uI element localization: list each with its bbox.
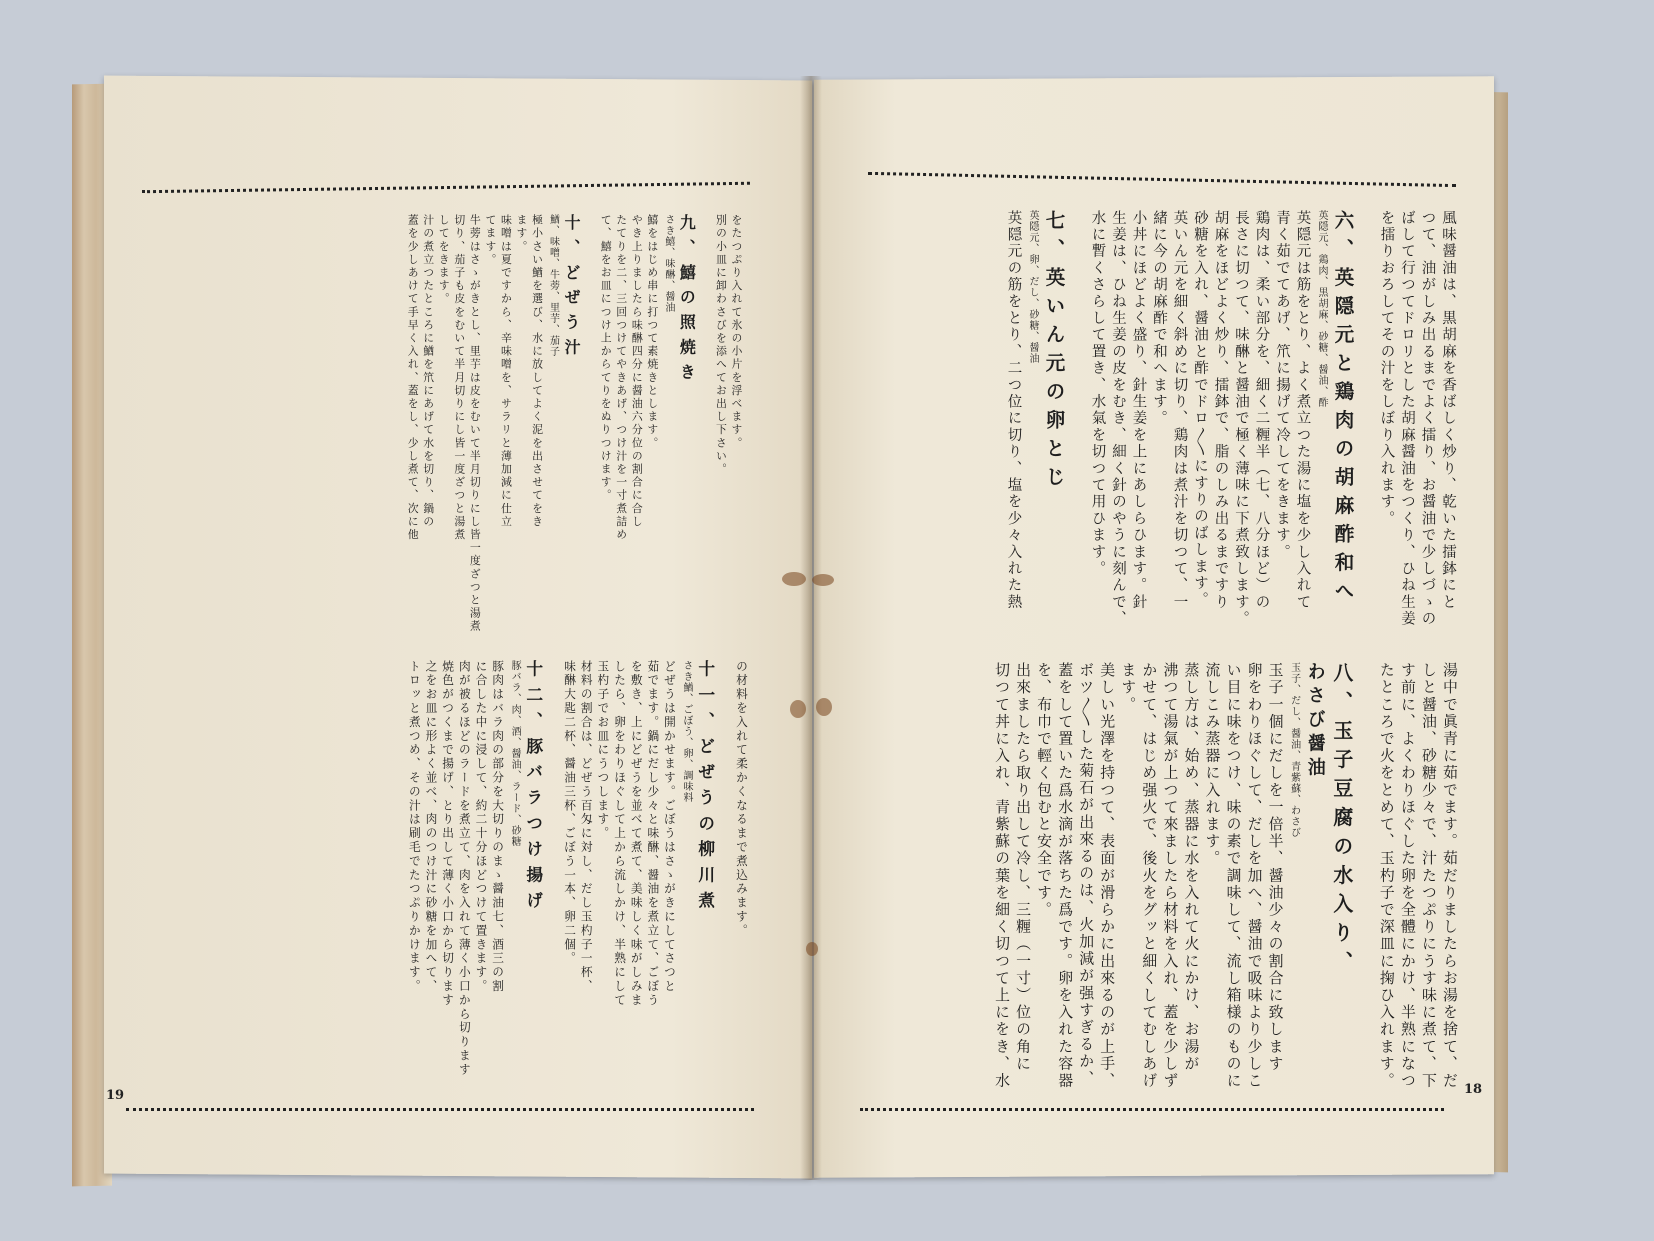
text-line: を擂りおろしてその汁をしぼり入れます。 bbox=[1378, 210, 1395, 528]
text-line: たてりを二、三回つけてやきあげ、つけ汁を一寸煮詰め bbox=[614, 214, 628, 542]
blank-line bbox=[1355, 662, 1376, 1092]
blank-line bbox=[697, 214, 713, 634]
text-line: 蓋を少しあけて手早く入れ、蓋をし、少し煮て、次に他 bbox=[406, 214, 420, 542]
text-line: ます。 bbox=[1119, 662, 1138, 714]
text-line: 鱚をはじめ串に打つて素焼きとします。 bbox=[645, 214, 659, 450]
ingredient-list: 玉子、だし、醤油、青紫蘇、わさび bbox=[1288, 662, 1300, 838]
stain-spot bbox=[816, 698, 832, 716]
text-line: ボツ〳〵した菊石が出來るのは、火加減が强すぎるか、 bbox=[1077, 662, 1096, 1088]
text-line: かせて、はじめ强火で、後火をグッと細くしてむしあげ bbox=[1140, 662, 1159, 1090]
text-line: 英いん元を細く斜めに切り、鶏肉は煮汁を切つて、一 bbox=[1171, 210, 1188, 611]
left-page-lower-text bbox=[156, 660, 750, 1080]
text-line: 蓋をして置いた爲水滴が落ちた爲です。卵を入れた容器 bbox=[1056, 662, 1075, 1090]
text-line: 焼色がつくまで揚げ、とり出して薄く小口から切ります bbox=[441, 660, 456, 1008]
text-line: しと醤油、砂糖少々で、汁たつぷりにうす味に煮て、下 bbox=[1419, 662, 1438, 1090]
text-line: て、鱚をお皿につけ上からてりをぬりつけます。 bbox=[599, 214, 613, 503]
recipe-subtitle: わさび醤油 bbox=[1304, 662, 1326, 782]
bottom-rule-left bbox=[126, 1108, 754, 1111]
text-line: ばして行つてドロリとした胡麻醤油をつくり、ひね生姜 bbox=[1399, 210, 1415, 628]
ingredient-list: 英隠元、鶏肉、黒胡麻、砂糖、醤油、酢 bbox=[1316, 210, 1327, 408]
text-line: 流しこみ蒸器に入れます。 bbox=[1203, 662, 1222, 868]
text-line: 緒に今の胡麻酢で和へます。 bbox=[1151, 210, 1167, 428]
book-gutter bbox=[800, 76, 822, 1180]
text-line: 切つて丼に入れ、青紫蘇の葉を細く切つて上にをき、水 bbox=[993, 662, 1012, 1090]
text-line: 肉が被るほどのラードを煮立て、肉を入れて薄く小口から切ります bbox=[457, 660, 472, 1077]
ingredient-list: さき鱚、味醂、醤油 bbox=[662, 214, 674, 313]
text-line: い目に味をつけ、味の素で調味して、流し箱様のものに bbox=[1224, 662, 1243, 1090]
text-line: 風味醤油は、黒胡麻を香ばしく炒り、乾いた擂鉢にと bbox=[1440, 210, 1456, 611]
text-line: 茹でます。鍋にだし少々と味醂、醤油を煮立て、ごぼう bbox=[646, 660, 661, 1008]
recipe-title: 八、玉子豆腐の水入り、 bbox=[1329, 662, 1354, 980]
ingredient-list: 鰌、味噌、牛蒡、里芋、茄子 bbox=[547, 214, 559, 357]
text-line: つて、油がしみ出るまでよく擂り、お醤油で少しづゝの bbox=[1419, 210, 1436, 628]
text-line: 青く茹でてあげ、笊に揚げて冷してをきます。 bbox=[1274, 210, 1290, 561]
text-line: ます。 bbox=[514, 214, 528, 254]
text-line: 味噌は夏ですから、辛味噌を、サラリと薄加減に仕立 bbox=[499, 214, 513, 529]
text-line: 英隠元は筋をとり、よく煮立つた湯に塩を少し入れて bbox=[1294, 210, 1311, 611]
text-line: どぜうは開かせます。ごぼうはさゝがきにしてさつと bbox=[663, 660, 678, 994]
blank-line bbox=[582, 214, 598, 634]
text-line: 玉子一個にだしを一倍半、醤油少々の割合に致します bbox=[1266, 662, 1285, 1073]
stain-spot bbox=[812, 574, 834, 586]
text-line: 鶏肉は、柔い部分を、細く二糎半（七、八分ほど）の bbox=[1253, 210, 1270, 611]
text-line: てます。 bbox=[483, 214, 497, 267]
text-line: す前に、よくわりほぐした卵を全體にかけ、半熟になつ bbox=[1398, 662, 1417, 1090]
text-line: 切り、茄子も皮をむいて半月切りにし皆一度ざつと湯煮 bbox=[452, 214, 466, 542]
text-line: をたつぷり入れて氷の小片を浮べます。 bbox=[730, 214, 743, 450]
text-line: を、布巾で輕く包むと安全です。 bbox=[1035, 662, 1054, 919]
text-line: 美しい光澤を持つて、表面が滑らかに出來るのが上手、 bbox=[1098, 662, 1117, 1090]
blank-line bbox=[545, 660, 562, 1080]
text-line: 湯中で眞青に茹でます。茹だりましたらお湯を捨て、だ bbox=[1441, 662, 1459, 1090]
text-line: たところで火をとめて、玉杓子で深皿に掬ひ入れます。 bbox=[1377, 662, 1396, 1090]
text-line: 材料の割合は、どぜう百匁に対し、だし玉杓子一杯、 bbox=[579, 660, 594, 994]
page-number-right: 18 bbox=[1464, 1082, 1483, 1097]
text-line: 豚肉はバラ肉の部分を大切りのまゝ醤油七、酒三の割 bbox=[491, 660, 506, 994]
text-line: 汁の煮立つたところに鰌を笊にあげて水を切り、鍋の bbox=[421, 214, 435, 529]
stain-spot bbox=[782, 572, 806, 586]
blank-line bbox=[1067, 210, 1088, 630]
recipe-title: 十、どぜう汁 bbox=[562, 214, 582, 364]
text-line: やき上りましたら味醂四分に醤油六分位の割合に合し bbox=[630, 214, 644, 529]
text-line: 英隠元の筋をとり、二つ位に切り、塩を少々入れた熱 bbox=[1005, 210, 1022, 611]
recipe-title: 七、英いん元の卵とじ bbox=[1042, 210, 1066, 495]
recipe-title: 九、鱚の照焼き bbox=[677, 214, 697, 389]
text-line: に合した中に浸して、約二十分ほどつけて置きます。 bbox=[474, 660, 489, 994]
left-page-upper-text bbox=[142, 214, 744, 634]
ingredient-list: さき鰌、ごぼう、卵、調味料 bbox=[681, 660, 693, 803]
text-line: 生姜は、ひね生姜の皮をむき、細く針のやうに刻んで、 bbox=[1110, 210, 1126, 628]
text-line: 卵をわりほぐして、だしを加へ、醤油で吸味より少しこ bbox=[1245, 662, 1264, 1090]
ingredient-list: 豚バラ、肉、酒、醤油、ラード、砂糖 bbox=[509, 660, 521, 847]
text-line: 別の小皿に卸わさびを添へてお出し下さい。 bbox=[714, 214, 728, 476]
text-line: 小丼にほどよく盛り、針生姜を上にあしらひます。針 bbox=[1130, 210, 1147, 611]
recipe-title: 六、英隠元と鶏肉の胡麻酢和へ bbox=[1331, 210, 1355, 609]
text-line: 蒸し方は、始め、蒸器に水を入れて火にかけ、お湯が bbox=[1182, 662, 1201, 1073]
right-page-upper-text bbox=[872, 210, 1458, 630]
bottom-rule-right bbox=[860, 1108, 1444, 1111]
text-line: してをきます。 bbox=[437, 214, 451, 306]
text-line: したら、卵をわりほぐして上から流しかけ、半熟にして bbox=[613, 660, 628, 1008]
text-line: 長さに切つて、味醂と醤油で極く薄味に下煮致します。 bbox=[1233, 210, 1249, 628]
text-line: 沸つて湯氣が上つて來ましたら材料を入れ、蓋を少しず bbox=[1161, 662, 1180, 1090]
blank-line bbox=[717, 660, 734, 1080]
page-number-left: 19 bbox=[106, 1088, 125, 1103]
blank-line bbox=[1356, 210, 1377, 630]
recipe-title: 十一、どぜうの柳川煮 bbox=[695, 660, 716, 917]
stain-spot bbox=[790, 700, 806, 718]
text-line: を敷き、上にどぜうを並べて煮て、美味しく味がしみま bbox=[629, 660, 644, 1008]
text-line: 極小さい鰌を選び、水に放してよく泥を出させてをき bbox=[530, 214, 544, 529]
text-line: 牛蒡はさゝがきとし、里芋は皮をむいて半月切りにし皆一度ざつと湯煮 bbox=[468, 214, 482, 634]
text-line: トロッと煮つめ、その汁は刷毛でたつぷりかけます。 bbox=[407, 660, 422, 994]
text-line: 胡麻をほどよく炒り、擂鉢で、脂のしみ出るまですり bbox=[1212, 210, 1229, 611]
recipe-title: 十二、豚バラつけ揚げ bbox=[523, 660, 544, 917]
text-line: 玉杓子でお皿にうつします。 bbox=[596, 660, 611, 841]
text-line: 水に暫くさらして置き、水氣を切つて用ひます。 bbox=[1089, 210, 1106, 578]
ingredient-list: 英隠元、卵、だし、砂糖、醤油 bbox=[1027, 210, 1038, 364]
text-line: の材料を入れて柔かくなるまで煮込みます。 bbox=[735, 660, 749, 938]
text-line: 出來ましたら取り出して冷し、三糎（一寸）位の角に bbox=[1014, 662, 1033, 1073]
text-line: 砂糖を入れ、醤油と酢でドロ〳〵にすりのばします。 bbox=[1192, 210, 1208, 609]
stain-spot bbox=[806, 942, 818, 956]
text-line: 之をお皿に形よく並べ、肉のつけ汁に砂糖を加へて、 bbox=[424, 660, 439, 994]
right-page-lower-text bbox=[870, 662, 1460, 1092]
text-line: 味醂大匙二杯、醤油三杯、ごぼう一本、卵二個。 bbox=[563, 660, 578, 966]
